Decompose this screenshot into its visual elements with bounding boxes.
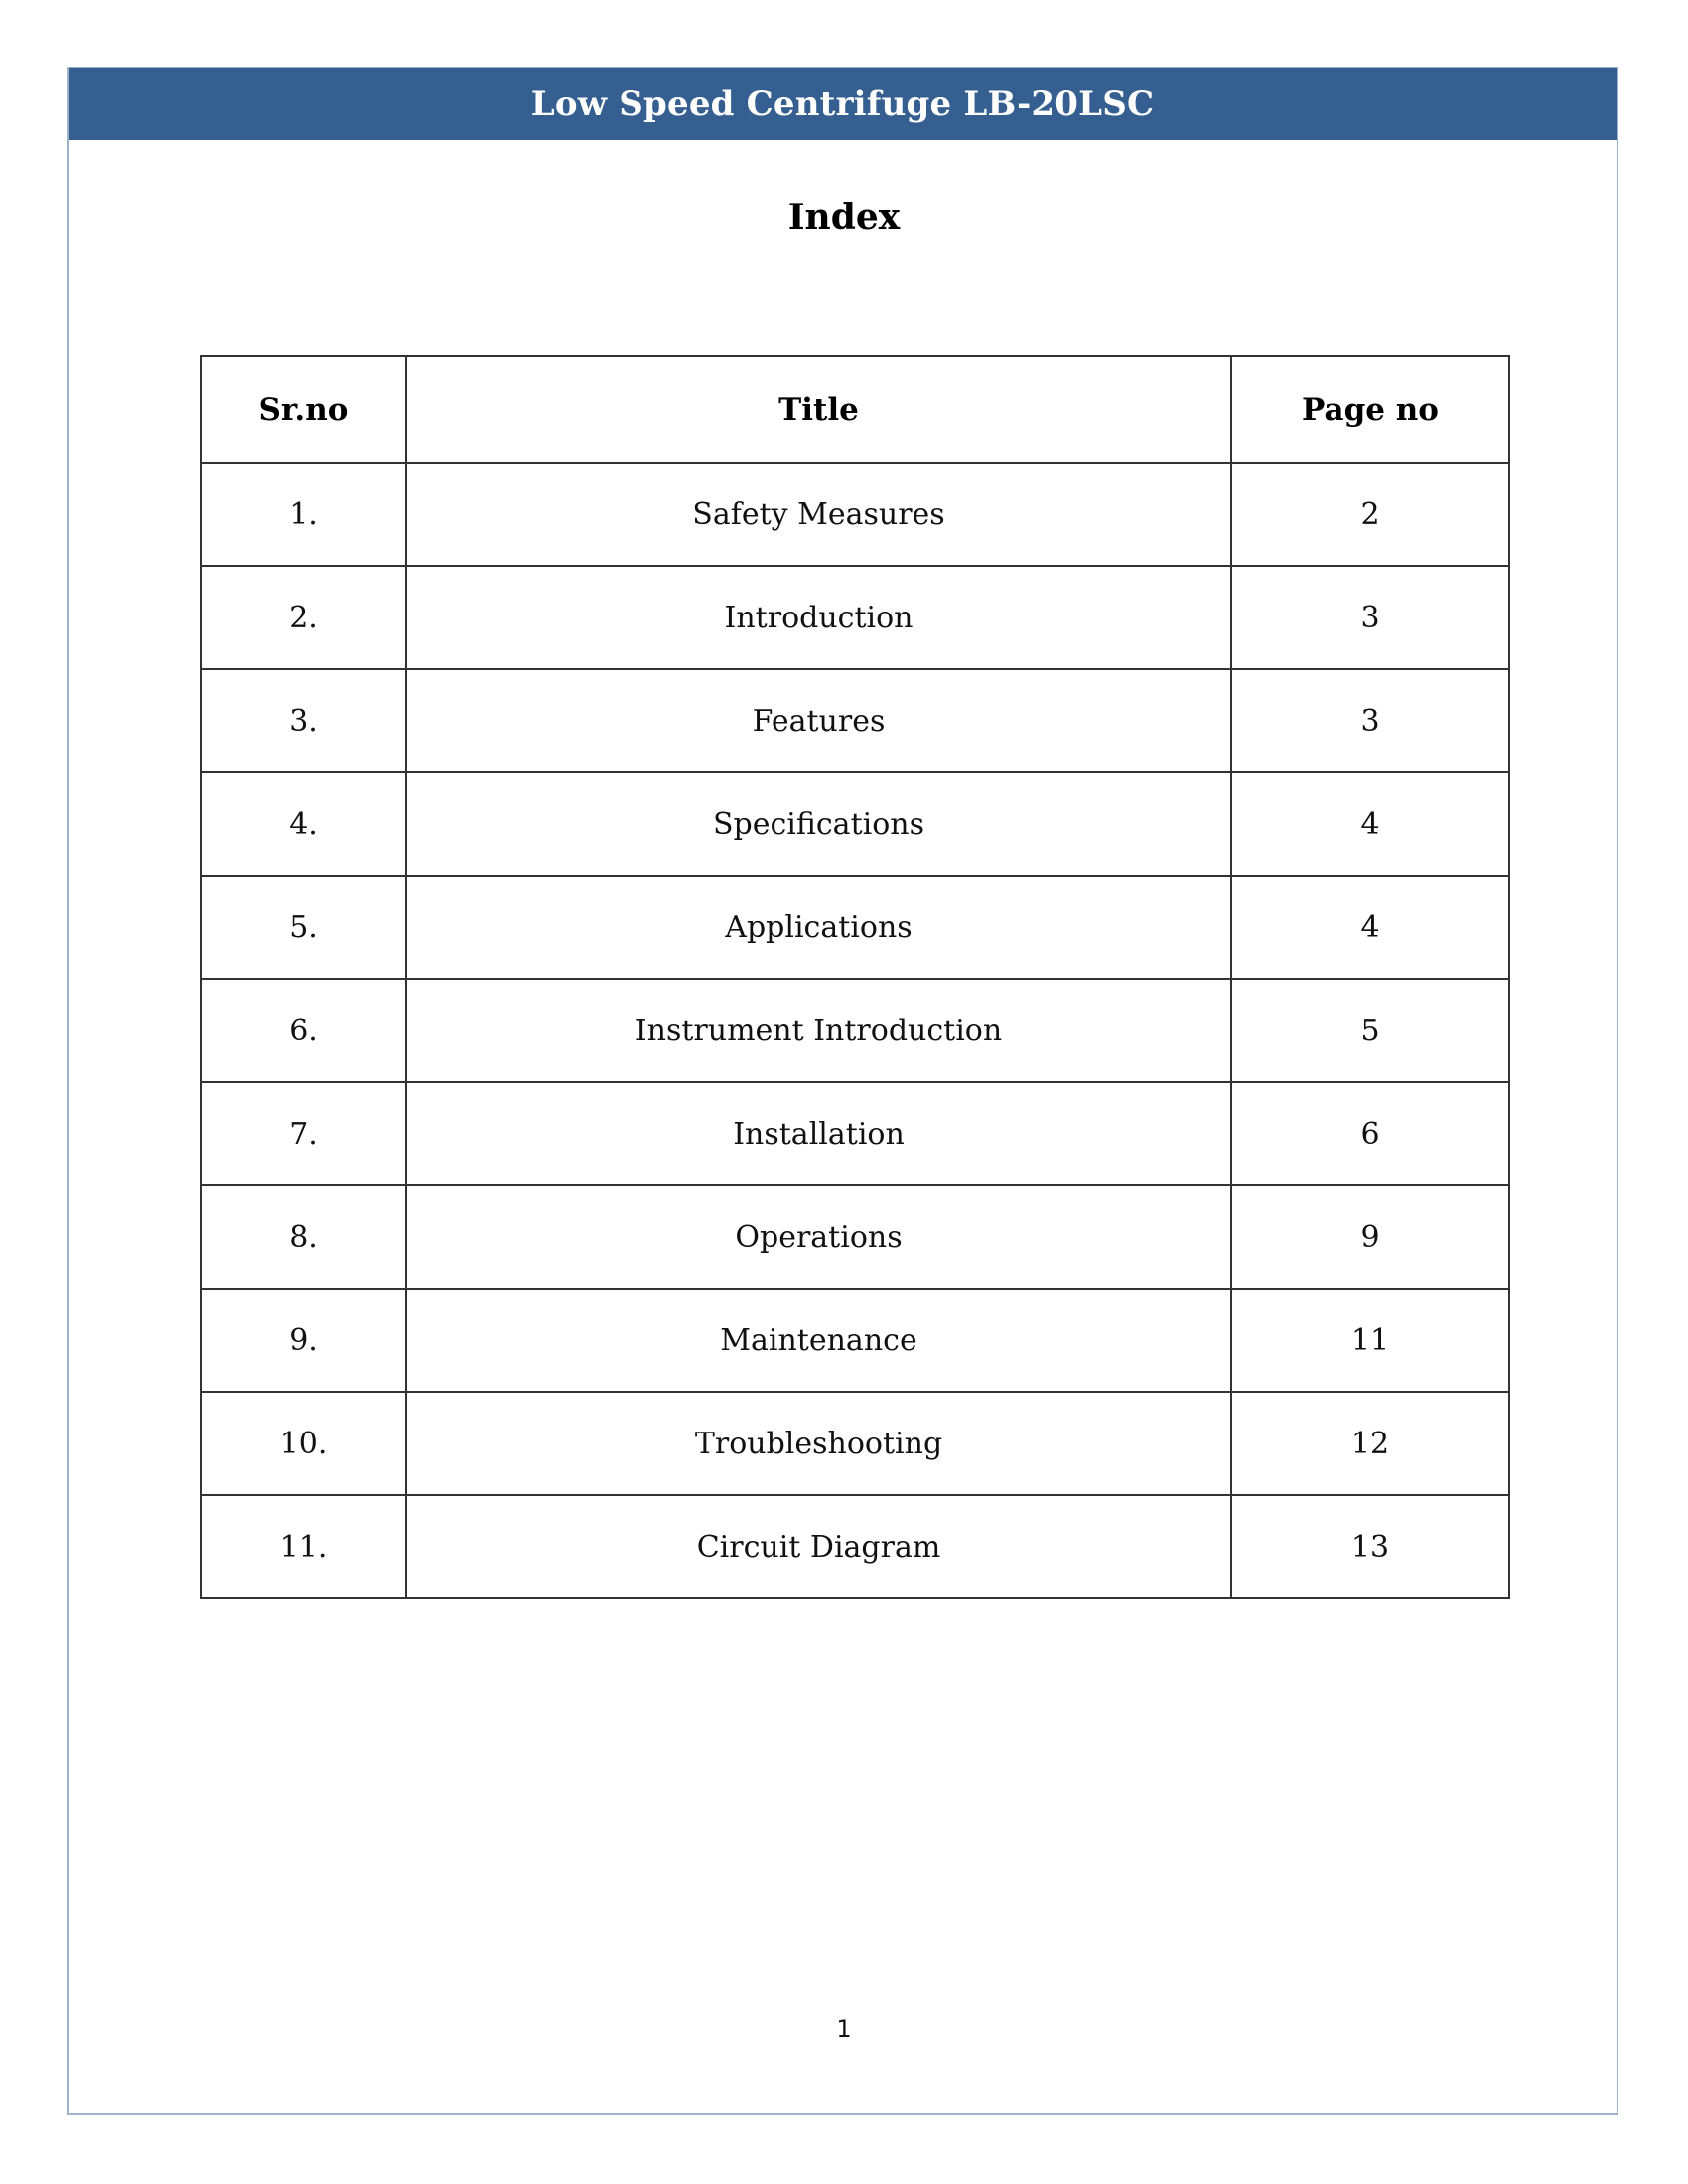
title-cell: Installation <box>406 1082 1231 1185</box>
table-row <box>201 1082 1509 1185</box>
srno-cell: 4. <box>201 772 406 876</box>
page-cell: 2 <box>1231 463 1509 566</box>
page-cell: 13 <box>1231 1495 1509 1598</box>
page-number: 1 <box>836 2015 852 2043</box>
srno-cell: 7. <box>201 1082 406 1185</box>
index-table <box>200 355 1510 1599</box>
table-header-row <box>201 356 1509 463</box>
page-cell: 4 <box>1231 876 1509 979</box>
table-row <box>201 876 1509 979</box>
srno-cell: 6. <box>201 979 406 1082</box>
table-row <box>201 772 1509 876</box>
column-header-srno: Sr.no <box>201 356 406 463</box>
column-header-title: Title <box>406 356 1231 463</box>
srno-cell: 8. <box>201 1185 406 1289</box>
index-heading: Index <box>787 197 901 238</box>
title-cell: Safety Measures <box>406 463 1231 566</box>
table-row <box>201 463 1509 566</box>
title-cell: Introduction <box>406 566 1231 669</box>
title-cell: Instrument Introduction <box>406 979 1231 1082</box>
page-cell: 5 <box>1231 979 1509 1082</box>
page-cell: 12 <box>1231 1392 1509 1495</box>
srno-cell: 9. <box>201 1289 406 1392</box>
column-header-page: Page no <box>1231 356 1509 463</box>
title-cell: Operations <box>406 1185 1231 1289</box>
srno-cell: 5. <box>201 876 406 979</box>
srno-cell: 1. <box>201 463 406 566</box>
table-row <box>201 669 1509 772</box>
page-cell: 6 <box>1231 1082 1509 1185</box>
page-cell: 9 <box>1231 1185 1509 1289</box>
title-cell: Specifications <box>406 772 1231 876</box>
srno-cell: 3. <box>201 669 406 772</box>
table-row <box>201 1495 1509 1598</box>
title-cell: Troubleshooting <box>406 1392 1231 1495</box>
page-cell: 3 <box>1231 566 1509 669</box>
document-title: Low Speed Centrifuge LB-20LSC <box>530 84 1155 124</box>
page-cell: 11 <box>1231 1289 1509 1392</box>
table-row <box>201 1289 1509 1392</box>
srno-cell: 11. <box>201 1495 406 1598</box>
page-cell: 4 <box>1231 772 1509 876</box>
page-cell: 3 <box>1231 669 1509 772</box>
table-row <box>201 1392 1509 1495</box>
title-cell: Maintenance <box>406 1289 1231 1392</box>
title-cell: Features <box>406 669 1231 772</box>
title-cell: Applications <box>406 876 1231 979</box>
table-row <box>201 566 1509 669</box>
table-row <box>201 1185 1509 1289</box>
srno-cell: 10. <box>201 1392 406 1495</box>
header-bar <box>69 68 1617 140</box>
srno-cell: 2. <box>201 566 406 669</box>
table-row <box>201 979 1509 1082</box>
title-cell: Circuit Diagram <box>406 1495 1231 1598</box>
